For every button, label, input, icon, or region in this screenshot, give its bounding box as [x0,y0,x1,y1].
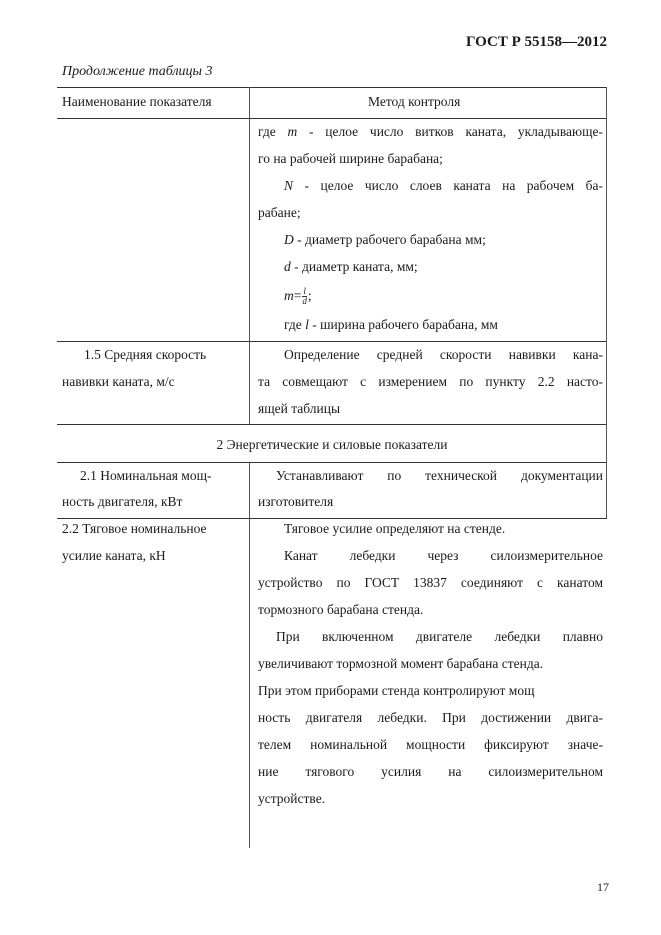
row-2-2-method-line-9: телем номинальной мощности фиксируют значе- [258,737,603,752]
row-2-2-method-line-5: При включенном двигателе лебедки плавно [276,629,603,644]
method-line-2: го на рабочей ширине барабана; [258,151,443,166]
standard-designation: ГОСТ Р 55158—2012 [465,34,607,50]
table-continuation-caption: Продолжение таблицы 3 [62,64,213,79]
method-line-4: рабане; [258,205,301,220]
row-2-2-name-line-2: усилие каната, кН [62,548,166,563]
row-2-2-method-line-1: Тяговое усилие определяют на стенде. [284,521,506,536]
row-2-2-method-line-3: устройство по ГОСТ 13837 соединяют с канатом [258,575,603,590]
row-2-2-method-line-6: увеличивают тормозной момент барабана стенда. [258,656,544,671]
row-2-2-method-line-2: Канат лебедки через силоизмерительное [284,548,603,563]
row-2-2-method-line-8: ность двигателя лебедки. При достижении двига- [258,710,603,725]
table-top-border [57,87,607,88]
method-line-1: где m - целое число витков каната, укладывающе- [258,124,603,139]
row-1-5-method-line-3: ящей таблицы [258,401,341,416]
row-2-2-method-line-4: тормозного барабана стенда. [258,602,424,617]
method-line-6: d - диаметр каната, мм; [284,259,418,274]
column-divider [249,87,250,424]
column-header-method: Метод контроля [368,94,461,109]
method-line-5: D - диаметр рабочего барабана мм; [284,232,486,247]
column-divider-lower [249,462,250,848]
row-1-5-method-line-1: Определение средней скорости навивки кана- [284,347,603,362]
fraction: $\frac{l}{d}$ [302,286,307,307]
method-line-7: где l - ширина рабочего барабана, мм [284,317,498,332]
column-header-name: Наименование показателя [62,94,212,109]
row-2-2-name-line-1: 2.2 Тяговое номинальное [62,521,207,536]
row-2-1-method-line-2: изготовителя [258,494,334,509]
row-1-5-bottom-border [57,424,607,425]
formula: m= $\frac{l}{d}$ ; [284,286,312,307]
method-line-3: N - целое число слоев каната на рабочем ба- [284,178,603,193]
row-2-2-method-line-10: ние тягового усилия на силоизмерительном [258,764,603,779]
row-1-5-name-line-2: навивки каната, м/с [62,374,175,389]
row-1-5-name-line-1: 1.5 Средняя скорость [84,347,207,362]
row-2-1-name-line-2: ность двигателя, кВт [62,494,183,509]
row-2-1-method-line-1: Устанавливают по технической документации [276,468,603,483]
row-2-2-method-line-11: устройстве. [258,791,326,806]
section-2-heading: 2 Энергетические и силовые показатели [216,437,448,452]
page-number: 17 [597,880,609,894]
row-2-2-method-line-7: При этом приборами стенда контролируют мощ [258,683,535,698]
row-2-1-name-line-1: 2.1 Номинальная мощ- [80,468,212,483]
row-1-5-method-line-2: та совмещают с измерением по пункту 2.2 насто- [258,374,603,389]
